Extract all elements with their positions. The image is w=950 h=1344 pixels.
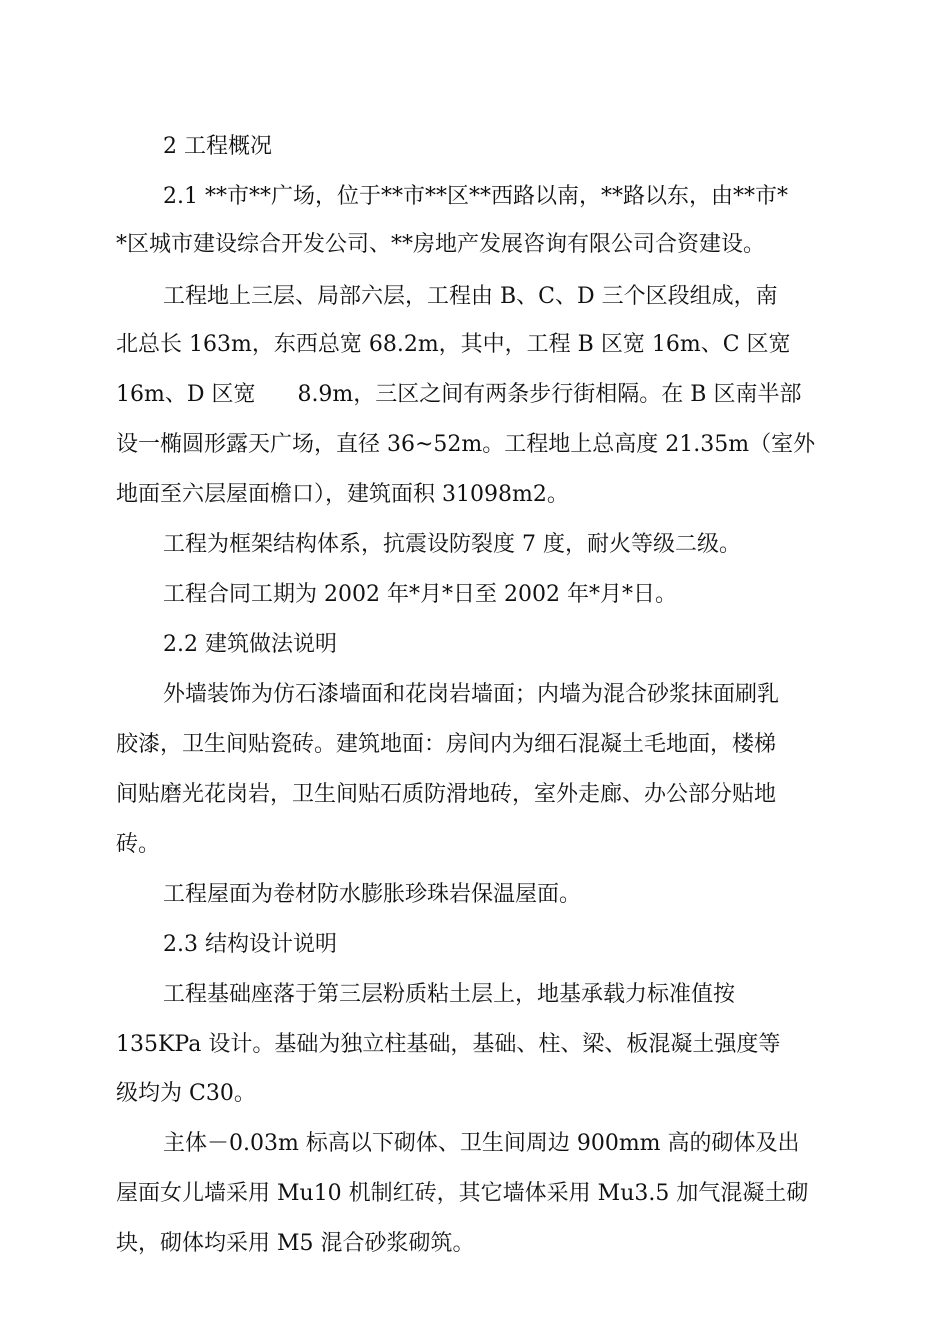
paragraph-line: 块，砌体均采用 M5 混合砂浆砌筑。 [116,1231,475,1256]
paragraph-line: 胶漆，卫生间贴瓷砖。建筑地面：房间内为细石混凝土毛地面，楼梯 [116,732,777,757]
paragraph-line: 砖。 [116,832,161,857]
paragraph-line: 工程屋面为卷材防水膨胀珍珠岩保温屋面。 [163,882,582,907]
paragraph-line: 外墙装饰为仿石漆墙面和花岗岩墙面；内墙为混合砂浆抹面刷乳 [163,682,780,707]
paragraph-line: 北总长 163m，东西总宽 68.2m，其中，工程 B 区宽 16m、C 区宽 [116,332,791,357]
paragraph-line: 工程地上三层、局部六层，工程由 B、C、D 三个区段组成，南 [163,284,778,309]
paragraph-line: 屋面女儿墙采用 Mu10 机制红砖，其它墙体采用 Mu3.5 加气混凝土砌 [116,1181,809,1206]
section-heading-architecture: 2.2 建筑做法说明 [163,632,337,657]
paragraph-line: 工程合同工期为 2002 年*月*日至 2002 年*月*日。 [163,582,677,607]
paragraph-line: 2.1 **市**广场，位于**市**区**西路以南，**路以东，由**市* [163,184,788,209]
paragraph-line: 工程为框架结构体系，抗震设防裂度 7 度，耐火等级二级。 [163,532,741,557]
paragraph-line: 主体－0.03m 标高以下砌体、卫生间周边 900mm 高的砌体及出 [163,1131,800,1156]
paragraph-line: 设一椭圆形露天广场，直径 36~52m。工程地上总高度 21.35m（室外 [116,432,816,457]
paragraph-line: 16m、D 区宽 8.9m，三区之间有两条步行街相隔。在 B 区南半部 [116,382,802,407]
paragraph-line: 级均为 C30。 [116,1081,256,1106]
section-heading-overview: 2 工程概况 [163,134,272,159]
paragraph-line: 间贴磨光花岗岩，卫生间贴石质防滑地砖，室外走廊、办公部分贴地 [116,782,777,807]
section-heading-structure: 2.3 结构设计说明 [163,932,337,957]
paragraph-line: 地面至六层屋面檐口），建筑面积 31098m2。 [116,482,569,507]
paragraph-line: 135KPa 设计。基础为独立柱基础，基础、柱、梁、板混凝土强度等 [116,1032,781,1057]
paragraph-line: *区城市建设综合开发公司、**房地产发展咨询有限公司合资建设。 [116,232,766,257]
paragraph-line: 工程基础座落于第三层粉质粘土层上，地基承载力标准值按 [163,982,736,1007]
